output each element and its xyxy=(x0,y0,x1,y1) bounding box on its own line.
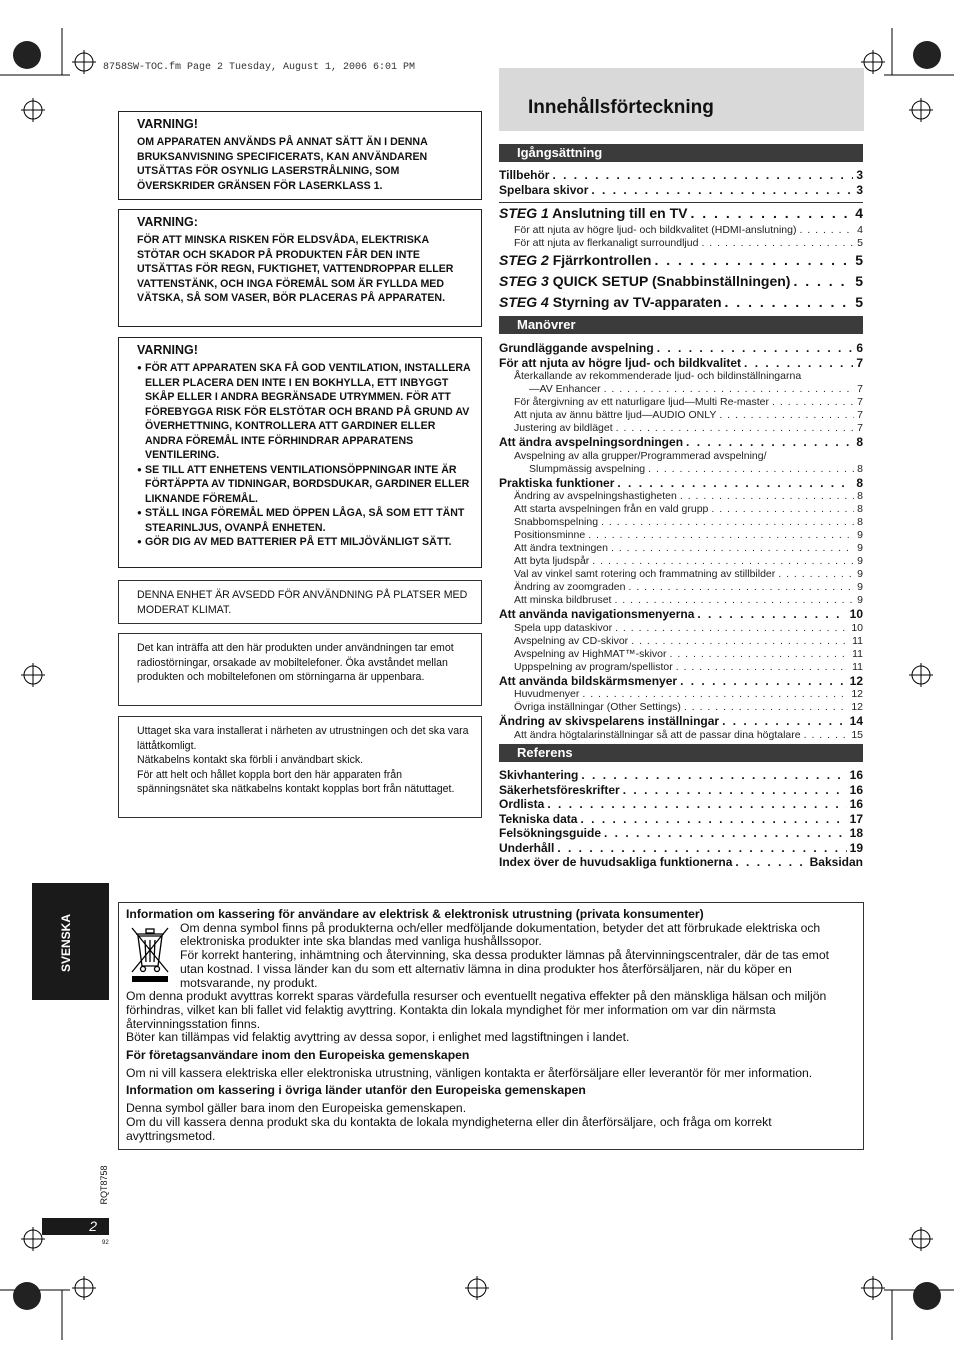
toc-entry-label: Att minska bildbruset xyxy=(514,594,612,606)
toc-entry-label: Positionsminne xyxy=(514,529,586,541)
language-side-tab xyxy=(32,883,109,1000)
warning-box-ventilation xyxy=(118,337,482,568)
toc-subentry[interactable] xyxy=(499,661,863,674)
toc-entry[interactable] xyxy=(499,826,863,841)
toc-entry-label: Uppspelning av program/spellistor xyxy=(514,660,673,673)
page-title: Innehållsförteckning xyxy=(528,97,714,118)
toc-entry[interactable] xyxy=(499,855,863,870)
socket-text-3: För att helt och hållet koppla bort den här apparaten från spänningsnätet ska nätkabelns kontakt kopplas bort från nätuttaget. xyxy=(137,768,455,795)
toc-entry-label: Ändring av avspelningshastigheten xyxy=(514,490,677,502)
tiny-code: 92 xyxy=(102,1240,109,1246)
toc-subentry-page: 5 xyxy=(857,237,863,249)
page-number-tab xyxy=(42,1218,109,1235)
disposal-subheading: Information om kassering i övriga länder utanför den Europeiska gemenskapen xyxy=(126,1083,586,1098)
warning-title: VARNING! xyxy=(137,343,198,357)
toc-entry-page: 16 xyxy=(849,768,863,782)
toc-entry-label: Felsökningsguide xyxy=(499,826,602,840)
toc-subentry[interactable] xyxy=(499,490,863,503)
toc-setup-list xyxy=(499,168,863,197)
disposal-info-box xyxy=(118,902,864,1150)
toc-subentry[interactable] xyxy=(499,594,863,607)
toc-entry-label: Att ändra textningen xyxy=(514,542,608,554)
toc-entry-label: Att njuta av ännu bättre ljud—AUDIO ONLY xyxy=(514,409,717,421)
warning-text: FÖR ATT MINSKA RISKEN FÖR ELDSVÅDA, ELEKTRISKA STÖTAR OCH SKADOR PÅ PRODUKTEN FÅR DEN INTE UTSÄTTAS FÖR REGN, FUKTIGHET, VATTENDROPPAR ELLER VATTENSTÄNK, OCH INGA FÖREMÅL SOM ÄR FYLLDA MED VÄTSKA, SÅ SOM VASER, BÖR PLACERAS PÅ APPARATEN. xyxy=(137,234,454,304)
step-page: 5 xyxy=(855,294,863,310)
toc-subentry[interactable] xyxy=(499,648,863,661)
toc-entry-page: 10 xyxy=(851,621,863,634)
toc-entry-label: Val av vinkel samt rotering och frammatning av stillbilder xyxy=(514,568,776,580)
toc-entry-label: Praktiska funktioner xyxy=(499,475,615,490)
warning-item: ● SE TILL ATT ENHETENS VENTILATIONSÖPPNINGAR INTE ÄR FÖRTÄPPTA AV TIDNINGAR, BORDSDUKAR, GARDINER ELLER LIKNANDE FÖREMÅL. xyxy=(137,463,471,507)
toc-step-entry[interactable] xyxy=(499,203,863,224)
step-prefix: STEG 2 xyxy=(499,252,549,268)
toc-entry[interactable] xyxy=(499,768,863,783)
step-page: 4 xyxy=(855,205,863,221)
step-label: Anslutning till en TV xyxy=(552,205,688,221)
section-header-setup: Igångsättning xyxy=(499,144,863,162)
toc-subentry-label: För att njuta av högre ljud- och bildkvalitet (HDMI-anslutning) xyxy=(514,224,797,236)
toc-subentry[interactable] xyxy=(499,688,863,701)
toc-entry-label: Att starta avspelningen från en vald grupp xyxy=(514,503,709,515)
toc-entry-label: Att använda navigationsmenyerna xyxy=(499,607,695,621)
toc-entry-page: 6 xyxy=(856,341,863,355)
step-prefix: STEG 4 xyxy=(499,294,549,310)
toc-subentry[interactable] xyxy=(499,555,863,568)
toc-entry[interactable] xyxy=(499,783,863,798)
toc-entry-label: Återkallande av rekommenderade ljud- och bildinställningarna xyxy=(514,370,802,382)
toc-subentry[interactable] xyxy=(499,463,863,476)
warning-title: VARNING: xyxy=(137,215,198,229)
toc-step-entry[interactable] xyxy=(499,250,863,271)
toc-entry-page: 7 xyxy=(857,396,863,408)
toc-entry-label: Att ändra avspelningsordningen xyxy=(499,435,684,449)
toc-entry[interactable] xyxy=(499,341,863,356)
toc-subentry[interactable] xyxy=(499,396,863,409)
toc-entry-label: För återgivning av ett naturligare ljud—Multi Re-master xyxy=(514,396,770,408)
radio-text: Det kan inträffa att den här produkten under användningen tar emot radiostörningar, orsakade av mobiltelefoner. Öka avståndet mellan produkten och mobiltelefonen om störningarna är uppenbara. xyxy=(137,642,454,683)
toc-entry-label: Att använda bildskärmsmenyer xyxy=(499,673,678,688)
toc-subentry[interactable] xyxy=(499,422,863,435)
toc-entry-label: Spelbara skivor xyxy=(499,182,589,197)
toc-entry-label: Slumpmässig avspelning xyxy=(529,462,646,475)
warning-box-laser xyxy=(118,111,482,200)
toc-entry-label: För att njuta av högre ljud- och bildkvalitet xyxy=(499,355,742,370)
socket-text-1: Uttaget ska vara installerat i närheten av utrustningen och det ska vara lättåtkomligt. xyxy=(137,725,469,752)
toc-subentry[interactable] xyxy=(499,568,863,581)
model-code: RQT8758 xyxy=(99,1165,109,1205)
toc-entry-label: Snabbomspelning xyxy=(514,516,599,528)
toc-entry-label: Grundläggande avspelning xyxy=(499,341,654,355)
disposal-paragraph: För korrekt hantering, inhämtning och återvinning, ska dessa produkter lämnas på återvinningscentraler, där de tas emot utan kostnad. I vissa länder kan du som ett alternativ lämna in dina produkter hos återförsäljaren, när du köper en motsvarande, ny produkt. xyxy=(180,948,829,990)
toc-entry-label: Avspelning av alla grupper/Programmerad avspelning/ xyxy=(514,449,767,462)
toc-entry-page: 7 xyxy=(857,422,863,434)
toc-entry-label: Underhåll xyxy=(499,840,555,855)
warning-box-fire xyxy=(118,209,482,327)
toc-entry-page: 9 xyxy=(857,555,863,567)
disposal-paragraph: Denna symbol gäller bara inom den Europeiska gemenskapen. xyxy=(126,1101,467,1116)
toc-step-entry[interactable] xyxy=(499,271,863,292)
toc-entry-label: Ordlista xyxy=(499,797,545,811)
disposal-subheading: För företagsanvändare inom den Europeiska gemenskapen xyxy=(126,1048,470,1063)
toc-entry-page: 8 xyxy=(857,490,863,502)
toc-subentry[interactable] xyxy=(499,542,863,555)
toc-entry-label: Tekniska data xyxy=(499,811,578,826)
toc-entry-label: Att ändra högtalarinställningar så att de passar dina högtalare xyxy=(514,728,801,741)
file-header: 8758SW-TOC.fm Page 2 Tuesday, August 1, 2006 6:01 PM xyxy=(103,62,416,73)
toc-entry-page: 17 xyxy=(849,811,863,826)
disposal-paragraph: Om du vill kassera denna produkt ska du kontakta de lokala myndigheterna eller din återförsäljare, och fråga om korrekt avyttringsmetod. xyxy=(126,1114,772,1143)
toc-entry-page: 9 xyxy=(857,542,863,554)
toc-entry-label: Ändring av skivspelarens inställningar xyxy=(499,714,720,728)
toc-entry-label: Tillbehör xyxy=(499,168,550,182)
toc-entry-label: Avspelning av HighMAT™-skivor xyxy=(514,647,667,660)
toc-entry-page: 12 xyxy=(851,701,863,713)
toc-entry-page: 9 xyxy=(857,581,863,593)
toc-entry-page: 9 xyxy=(857,594,863,606)
toc-subentry[interactable] xyxy=(499,622,863,635)
toc-step-entry[interactable] xyxy=(499,292,863,313)
socket-note xyxy=(118,716,482,818)
warning-list xyxy=(137,361,471,550)
step-page: 5 xyxy=(855,252,863,268)
disposal-paragraph: Om ni vill kassera elektriska eller elektroniska utrustning, vänligen kontakta er återförsäljare eller leverantör för mer information. xyxy=(126,1065,813,1080)
disposal-paragraph: Om denna symbol finns på produkterna och/eller medföljande dokumentation, betyder det att förbrukade elektriska och elektroniska produkter inte ska blandas med vanliga hushållssopor. xyxy=(180,920,821,949)
toc-entry-label: Säkerhetsföreskrifter xyxy=(499,782,620,797)
toc-entry-page: 11 xyxy=(852,647,863,660)
toc-entry-label: Huvudmenyer xyxy=(514,688,580,700)
toc-entry-label: Ändring av zoomgraden xyxy=(514,581,626,593)
disposal-heading: Information om kassering för användare av elektrisk & elektronisk utrustning (privata konsumenter) xyxy=(126,907,704,921)
toc-entry-label: Skivhantering xyxy=(499,768,579,782)
toc-entry-page: 12 xyxy=(851,688,863,700)
toc-entry-page: 7 xyxy=(857,409,863,421)
toc-subentry[interactable] xyxy=(499,383,863,396)
section-header-operations: Manövrer xyxy=(499,316,863,334)
toc-entry-page: 7 xyxy=(857,383,863,395)
language-label: SVENSKA xyxy=(59,913,73,973)
toc-entry-page: 9 xyxy=(857,529,863,541)
climate-note xyxy=(118,580,482,624)
disposal-paragraph: Böter kan tillämpas vid felaktig avyttring av dessa sopor, i enlighet med lagstiftningen i landet. xyxy=(126,1030,630,1045)
page-number: 2 xyxy=(89,1218,97,1234)
toc-entry-page: 8 xyxy=(856,475,863,490)
toc-entry-label: Index över de huvudsakliga funktionerna xyxy=(499,855,733,869)
toc-entry-label: —AV Enhancer xyxy=(529,383,601,395)
toc-subentry[interactable] xyxy=(499,409,863,422)
toc-entry-page: 7 xyxy=(856,355,863,370)
toc-entry-page: 12 xyxy=(849,673,863,688)
toc-entry-label: Övriga inställningar (Other Settings) xyxy=(514,701,681,713)
toc-subentry-label: För att njuta av flerkanaligt surroundljud xyxy=(514,237,699,249)
toc-entry-page: 9 xyxy=(857,568,863,580)
toc-entry-page: 10 xyxy=(849,607,863,621)
toc-entry[interactable] xyxy=(499,674,863,689)
toc-subentry[interactable] xyxy=(499,237,863,250)
toc-entry-page: 3 xyxy=(856,168,863,182)
toc-subentry[interactable] xyxy=(499,370,863,383)
toc-entry-label: Spela upp dataskivor xyxy=(514,621,613,634)
toc-entry-page: 16 xyxy=(849,797,863,811)
toc-entry-page: 11 xyxy=(852,660,863,673)
toc-entry-label: Att byta ljudspår xyxy=(514,555,590,567)
toc-entry-page: 8 xyxy=(857,516,863,528)
toc-entry[interactable] xyxy=(499,435,863,450)
toc-entry-page: 19 xyxy=(849,840,863,855)
section-header-reference: Referens xyxy=(499,744,863,762)
toc-subentry[interactable] xyxy=(499,581,863,594)
warning-item: ● STÄLL INGA FÖREMÅL MED ÖPPEN LÅGA, SÅ SOM ETT TÄNT STEARINLJUS, OVANPÅ ENHETEN. xyxy=(137,506,471,535)
toc-entry[interactable] xyxy=(499,607,863,622)
toc-entry-page: 14 xyxy=(849,714,863,728)
step-label: QUICK SETUP (Snabbinställningen) xyxy=(552,273,791,289)
toc-entry-page: 8 xyxy=(857,462,863,475)
socket-text-2: Nätkabelns kontakt ska förbli i användbart skick. xyxy=(137,754,364,766)
toc-steps-list xyxy=(499,202,863,313)
toc-subentry[interactable] xyxy=(499,729,863,742)
warning-item: ● FÖR ATT APPARATEN SKA FÅ GOD VENTILATION, INSTALLERA ELLER PLACERA DEN INTE I EN BOKHYLLA, ETT INBYGGT SKÅP ELLER I ANDRA BEGRÄNSADE UTRYMMEN. FÖR ATT FÖREBYGGA RISK FÖR ELSTÖTAR OCH BRAND PÅ GRUND AV ÖVERHETTNING, KONTROLLERA ATT GARDINER ELLER ANDRA FÖREMÅL INTE FÖRHINDRAR APPARATENS VENTILERING. xyxy=(137,361,471,463)
toc-subentry[interactable] xyxy=(499,450,863,463)
warning-text: OM APPARATEN ANVÄNDS PÅ ANNAT SÄTT ÄN I DENNA BRUKSANVISNING SPECIFICERATS, KAN ANVÄNDAREN UTSÄTTAS FÖR OSYNLIG LASERSTRÅLNING, SOM ÖVERSKRIDER GRÄNSEN FÖR LASERKLASS 1. xyxy=(137,136,428,192)
toc-entry[interactable] xyxy=(499,356,863,371)
toc-reference-list xyxy=(499,768,863,870)
toc-entry-label: Justering av bildläget xyxy=(514,422,613,434)
toc-entry[interactable] xyxy=(499,812,863,827)
toc-subentry[interactable] xyxy=(499,503,863,516)
step-page: 5 xyxy=(855,273,863,289)
step-label: Fjärrkontrollen xyxy=(552,252,652,268)
toc-entry-page: 16 xyxy=(849,782,863,797)
toc-entry[interactable] xyxy=(499,476,863,491)
warning-item: ● GÖR DIG AV MED BATTERIER PÅ ETT MILJÖVÄNLIGT SÄTT. xyxy=(137,535,471,550)
toc-subentry[interactable] xyxy=(499,635,863,648)
step-prefix: STEG 3 xyxy=(499,273,549,289)
disposal-paragraph: Om denna produkt avyttras korrekt sparas värdefulla resurser och eventuellt negativa effekter på den mänskliga hälsan och miljön förhindras, vilket kan bli fallet vid felaktig avyttring. Kontakta din lokala myndighet för mer information om var din närmsta återvinningsstation finns. xyxy=(126,989,827,1031)
step-label: Styrning av TV-apparaten xyxy=(552,294,722,310)
toc-entry[interactable] xyxy=(499,797,863,812)
toc-subentry[interactable] xyxy=(499,529,863,542)
toc-entry-page: 8 xyxy=(857,503,863,515)
toc-entry[interactable] xyxy=(499,714,863,729)
toc-entry[interactable] xyxy=(499,168,863,183)
toc-subentry[interactable] xyxy=(499,516,863,529)
crossed-bin-icon xyxy=(128,924,172,984)
radio-interference-note xyxy=(118,633,482,706)
toc-entry[interactable] xyxy=(499,183,863,198)
toc-entry[interactable] xyxy=(499,841,863,856)
climate-text: DENNA ENHET ÄR AVSEDD FÖR ANVÄNDNING PÅ PLATSER MED MODERAT KLIMAT. xyxy=(137,589,468,616)
toc-entry-page: 11 xyxy=(852,634,863,647)
toc-operations-list xyxy=(499,341,863,742)
toc-entry-label: Avspelning av CD-skivor xyxy=(514,634,629,647)
toc-entry-page: 3 xyxy=(856,182,863,197)
toc-entry-page: 8 xyxy=(856,435,863,449)
toc-entry-page: Baksidan xyxy=(809,855,863,869)
toc-entry-page: 18 xyxy=(849,826,863,840)
warning-title: VARNING! xyxy=(137,117,198,131)
toc-subentry[interactable] xyxy=(499,701,863,714)
step-prefix: STEG 1 xyxy=(499,205,549,221)
toc-entry-page: 15 xyxy=(851,728,863,741)
toc-subentry[interactable] xyxy=(499,224,863,237)
toc-subentry-page: 4 xyxy=(857,224,863,236)
